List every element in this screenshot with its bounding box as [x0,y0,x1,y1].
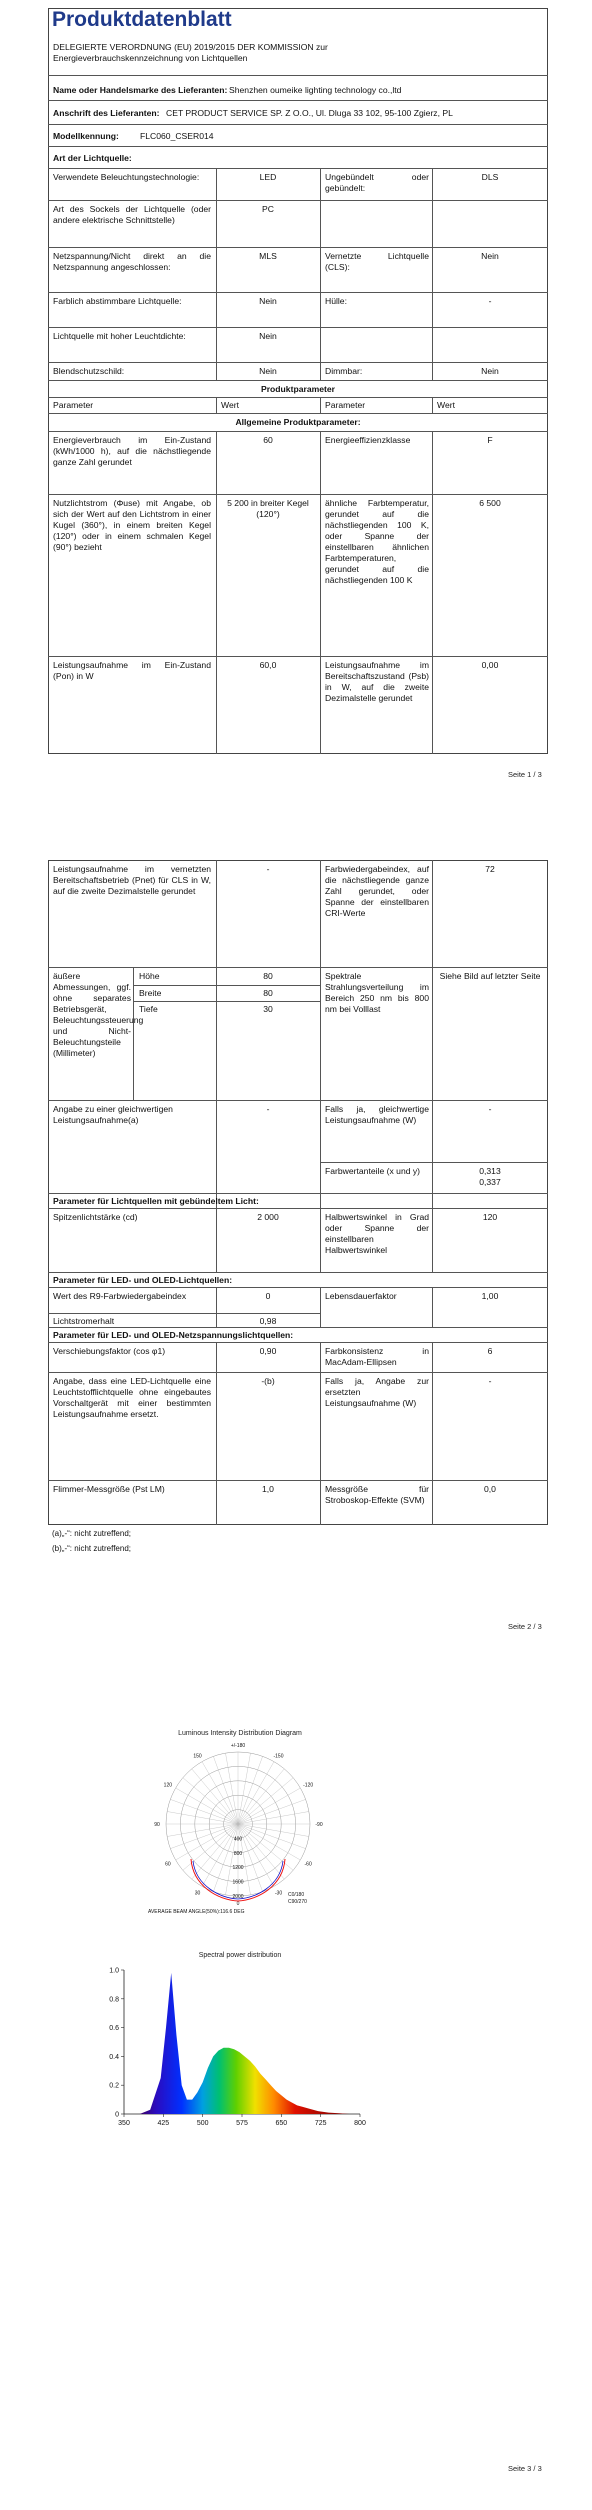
anti-glare-label: Blendschutzschild: [53,366,125,376]
chromaticity-y: 0,337 [479,1177,501,1187]
mains-params-header: Parameter für LED- und OLED-Netzspannungslichtquellen: [53,1330,294,1340]
polar-angle-label: 0 [236,1901,240,1907]
dimensions-label: äußere Abmessungen, ggf. ohne separates Betriebsgerät, Beleuchtungssteuerung und Nicht-Beleuchtungsteile (Millimeter) [53,971,144,1058]
spd-y-tick-label: 1.0 [109,1967,119,1975]
led-params-header: Parameter für LED- und OLED-Lichtquellen: [53,1275,233,1285]
cct-value: 6 500 [479,498,501,508]
col-param-2: Parameter [325,400,366,410]
useful-flux-label: Nutzlichtstrom (Φuse) mit Angabe, ob sich der Wert auf den Lichtstrom in einer Kugel (360°), in einem breiten Kegel (120°) oder in einem schmalen Kegel (90°) bezieht [53,498,211,552]
equivalent-power-label: Angabe zu einer gleichwertigen Leistungsaufnahme(a) [53,1104,173,1125]
dimmable-label: Dimmbar: [325,366,363,376]
energy-consumption-label: Energieverbrauch im Ein-Zustand (kWh/1000 h), auf die nächstliegende ganze Zahl gerundet [53,435,211,467]
supplier-name-value: Shenzhen oumeike lighting technology co.,ltd [229,85,402,95]
polar-average: AVERAGE BEAM ANGLE(50%):116.6 DEG [148,1909,245,1915]
col-value-1: Wert [221,400,239,410]
color-tunable-label: Farblich abstimmbare Lichtquelle: [53,296,182,306]
mains-label: Netzspannung/Nicht direkt an die Netzspannung angeschlossen: [53,251,211,272]
polar-radius-label: 2000 [232,1894,244,1900]
page-number-1: Seite 1 / 3 [508,770,542,779]
networked-standby-value: - [266,864,270,874]
equivalent-power-w-label: Falls ja, gleichwertige Leistungsaufnahme (W) [325,1104,429,1125]
spd-y-tick-label: 0.8 [109,1996,119,2004]
cap-type-label: Art des Sockels der Lichtquelle (oder andere elektrische Schnittstelle) [53,204,211,225]
polar-angle-label: 120 [163,1782,173,1789]
spd-y-tick-label: 0.6 [109,2025,119,2033]
polar-angle-label: 30 [194,1890,201,1897]
chromaticity-label: Farbwertanteile (x und y) [325,1166,421,1176]
dim-depth-label: Tiefe [139,1004,158,1014]
page-3 [0,1710,592,2510]
supplier-address-value: CET PRODUCT SERVICE SP. Z O.O., Ul. Dluga 33 102, 95-100 Zgierz, PL [166,108,453,118]
mains-value: MLS [259,251,277,261]
cap-type-value: PC [262,204,274,214]
polar-angle-label: -60 [304,1861,312,1868]
col-param-1: Parameter [53,400,94,410]
spd-y-tick-label: 0.2 [109,2082,119,2090]
spd-x-tick-label: 800 [354,2120,366,2127]
led-tech-value: LED [259,172,277,182]
color-consistency-label: Farbkonsistenz in MacAdam-Ellipsen [325,1346,429,1367]
spectral-label: Spektrale Strahlungsverteilung im Bereich 250 nm bis 800 nm bei Volllast [325,971,429,1014]
svm-value: 0,0 [484,1484,496,1494]
dimmable-value: Nein [481,366,499,376]
spd-x-tick-label: 725 [314,2120,327,2127]
networked-standby-label: Leistungsaufnahme im vernetzten Bereitschaftsbetrieb (Pnet) für CLS in W, auf die zweite Dezimalstelle gerundet [53,864,211,896]
led-tech-label: Verwendete Beleuchtungstechnologie: [53,172,200,182]
energy-class-label: Energieeffizienzklasse [325,435,411,445]
model-label: Modellkennung: [53,131,119,141]
spd-area [140,1973,350,2114]
spd-x-tick-label: 575 [236,2120,248,2127]
polar-angle-label: -30 [274,1890,283,1897]
replacement-claim-label: Angabe, dass eine LED-Lichtquelle eine Leuchtstofflichtquelle ohne eingebautes Vorschaltgerät mit einer bestimmten Leistungsaufnahme ersetzt. [53,1376,211,1419]
polar-diagram [138,1736,338,1916]
high-luminance-label: Lichtquelle mit hoher Leuchtdichte: [53,331,186,341]
supplier-name-label: Name oder Handelsmarke des Lieferanten: [53,85,228,95]
page-number-3: Seite 3 / 3 [508,2464,542,2473]
dim-width-label: Breite [139,988,162,998]
type-header: Art der Lichtquelle: [53,153,132,163]
cri-value: 72 [485,864,495,874]
directional-label: Ungebündelt oder gebündelt: [325,172,429,193]
color-consistency-value: 6 [487,1346,493,1356]
survival-factor-value: 1,00 [481,1291,499,1301]
footnote-a: (a)„-“: nicht zutreffend; [52,1529,131,1538]
envelope-label: Hülle: [325,296,347,306]
product-params-header: Produktparameter [260,384,336,394]
polar-angle-label: 90 [154,1822,160,1828]
anti-glare-value: Nein [259,366,277,376]
polar-radius-label: 1200 [232,1865,244,1872]
polar-chart-title: Luminous Intensity Distribution Diagram [178,1730,302,1737]
useful-flux-value: 5 200 in breiter Kegel (120°) [227,498,309,519]
page-2 [0,860,592,1650]
page-title: Produktdatenblatt [52,8,232,31]
lumen-maintenance-label: Lichtstromerhalt [53,1316,115,1326]
spd-x-tick-label: 350 [118,2120,130,2127]
polar-angle-label: 60 [165,1861,171,1868]
dim-height-value: 80 [263,971,273,981]
flicker-label: Flimmer-Messgröße (Pst LM) [53,1484,165,1494]
replaced-power-label: Falls ja, Angabe zur ersetzten Leistungsaufnahme (W) [325,1376,429,1408]
equivalent-power-w-value: - [488,1104,492,1114]
general-params-header: Allgemeine Produktparameter: [235,417,361,427]
lumen-maintenance-value: 0,98 [259,1316,277,1326]
polar-angle-label: +/-180 [230,1743,246,1749]
chromaticity-x: 0,313 [479,1166,501,1176]
spd-chart [100,1964,380,2144]
regulation-text: DELEGIERTE VERORDNUNG (EU) 2019/2015 DER KOMMISSION zur Energieverbrauchskennzeichnung von Lichtquellen [53,42,328,63]
polar-angle-label: 150 [193,1753,202,1760]
spd-x-tick-label: 650 [275,2120,288,2127]
polar-radius-label: 1600 [232,1879,244,1886]
equivalent-power-value: - [266,1104,270,1114]
polar-angle-label: -90 [315,1822,323,1828]
beam-angle-value: 120 [482,1212,498,1222]
replacement-claim-value: -(b) [261,1376,275,1386]
svm-label: Messgröße für Stroboskop-Effekte (SVM) [325,1484,429,1505]
spd-y-tick-label: 0 [115,2111,119,2119]
cct-label: ähnliche Farbtemperatur, gerundet auf die nächstliegenden 100 K, oder Spanne der einstellbaren ähnlichen Farbtemperaturen, gerundet auf die nächstliegenden 100 K [325,498,429,585]
spectral-value: Siehe Bild auf letzter Seite [439,971,541,981]
polar-angle-label: -150 [273,1753,284,1760]
cls-label: Vernetzte Lichtquelle (CLS): [325,251,429,272]
color-tunable-value: Nein [259,296,277,306]
standby-power-label: Leistungsaufnahme im Bereitschaftszustand (Psb) in W, auf die zweite Dezimalstelle gerundet [325,660,429,703]
dim-height-label: Höhe [139,971,160,981]
dim-width-value: 80 [263,988,273,998]
spd-x-tick-label: 500 [196,2120,209,2127]
replaced-power-value: - [488,1376,492,1386]
supplier-address-label: Anschrift des Lieferanten: [53,108,160,118]
energy-consumption-value: 60 [263,435,273,445]
col-value-2: Wert [437,400,455,410]
polar-radius-label: 800 [233,1850,243,1857]
cri-label: Farbwiedergabeindex, auf die nächstliegende ganze Zahl gerundet, oder Spanne der einstellbaren CRI-Werte [325,864,429,918]
beam-angle-label: Halbwertswinkel in Grad oder Spanne der einstellbaren Halbwertswinkel [325,1212,429,1255]
spd-y-tick-label: 0.4 [109,2053,119,2061]
standby-power-value: 0,00 [481,660,499,670]
directional-value: DLS [481,172,499,182]
power-factor-value: 0,90 [259,1346,277,1356]
spd-chart-title: Spectral power distribution [198,1952,282,1959]
energy-class-value: F [487,435,493,445]
on-mode-power-value: 60,0 [259,660,277,670]
page-1 [0,0,592,790]
cls-value: Nein [481,251,499,261]
directional-params-header: Parameter für Lichtquellen mit gebündeltem Licht: [53,1196,259,1206]
power-factor-label: Verschiebungsfaktor (cos φ1) [53,1346,166,1356]
high-luminance-value: Nein [259,331,277,341]
peak-intensity-label: Spitzenlichtstärke (cd) [53,1212,138,1222]
polar-legend-2: C90/270 [288,1899,307,1905]
polar-legend-1: C0/180 [288,1892,305,1898]
footnote-b: (b)„-“: nicht zutreffend; [52,1544,131,1553]
spd-x-tick-label: 425 [157,2120,170,2127]
dim-depth-value: 30 [263,1004,273,1014]
r9-label: Wert des R9-Farbwiedergabeindex [53,1291,187,1301]
envelope-value: - [488,296,492,306]
peak-intensity-value: 2 000 [257,1212,279,1222]
on-mode-power-label: Leistungsaufnahme im Ein-Zustand (Pon) in W [53,660,211,681]
page-number-2: Seite 2 / 3 [508,1622,542,1631]
survival-factor-label: Lebensdauerfaktor [325,1291,397,1301]
polar-radius-label: 400 [233,1836,243,1843]
r9-value: 0 [265,1291,271,1301]
polar-angle-label: -120 [303,1782,314,1789]
flicker-value: 1,0 [262,1484,274,1494]
model-value: FLC060_CSER014 [140,131,214,141]
